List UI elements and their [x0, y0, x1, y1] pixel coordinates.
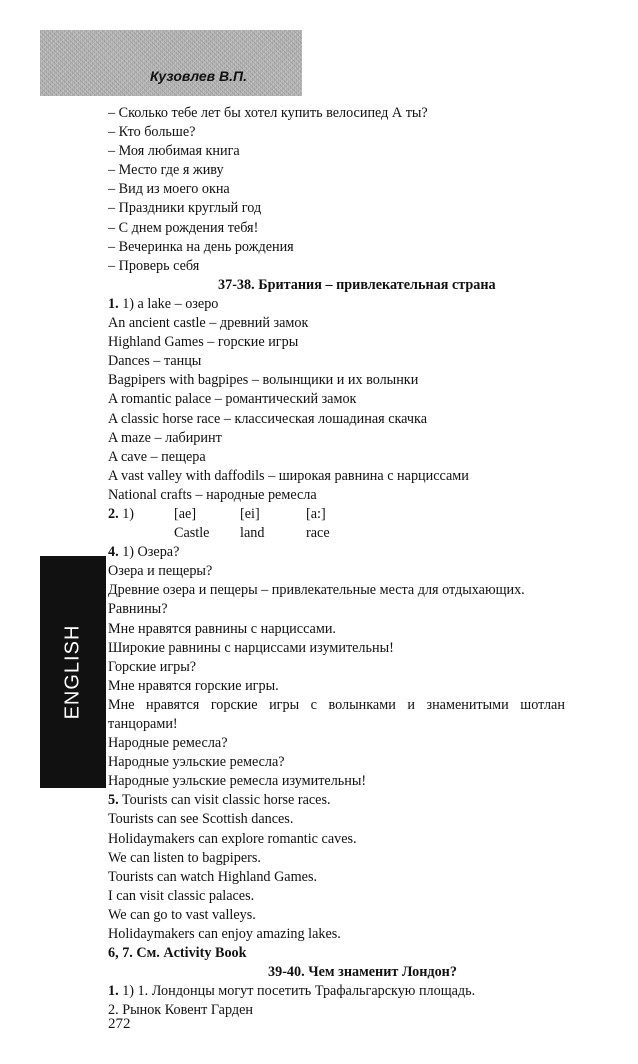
text-line: Широкие равнины с нарциссами изумительны!: [108, 639, 394, 656]
page-number: 272: [108, 1016, 131, 1032]
exercise-line: [108, 543, 636, 562]
sound: [ae]: [174, 505, 197, 522]
text-line: Озера и пещеры?: [108, 563, 213, 580]
word: race: [306, 525, 330, 542]
text-line: – Праздники круглый год: [108, 200, 262, 217]
exercise-number: 1.: [108, 295, 119, 312]
vocab-line: A maze – лабиринт: [108, 429, 222, 446]
side-tab: [40, 556, 106, 788]
exercise-reference: 6, 7. См. Activity Book: [108, 945, 247, 962]
section-heading: 37-38. Британия – привлекательная страна: [218, 276, 496, 293]
text-line: Народные ремесла?: [108, 735, 228, 752]
text-line: Горские игры?: [108, 658, 197, 675]
text-line: – Проверь себя: [108, 257, 200, 274]
exercise-line: [108, 982, 636, 1001]
exercise-number: 2.: [108, 505, 119, 522]
word: land: [240, 525, 265, 542]
text-line: – Вид из моего окна: [108, 181, 230, 198]
text-line: Народные уэльские ремесла?: [108, 754, 285, 771]
phonetics-row: [108, 505, 636, 524]
text-line: Tourists can watch Highland Games.: [108, 868, 318, 885]
section-heading: 39-40. Чем знаменит Лондон?: [268, 964, 457, 981]
text-line: – Сколько тебе лет бы хотел купить велосипед А ты?: [108, 105, 428, 121]
text-line: – Вечеринка на день рождения: [108, 238, 294, 255]
text-line: 2. Рынок Ковент Гарден: [108, 1002, 253, 1019]
vocab-line: A classic horse race – классическая лошадиная скачка: [108, 410, 428, 427]
text-line: – С днем рождения тебя!: [108, 219, 259, 236]
vocab-line: Highland Games – горские игры: [108, 334, 299, 351]
vocab-line: A vast valley with daffodils – широкая равнина с нарциссами: [108, 467, 469, 484]
text-line: I can visit classic palaces.: [108, 887, 255, 904]
exercise-text: Tourists can visit classic horse races.: [118, 792, 331, 809]
text-line: Мне нравятся равнины с нарциссами.: [108, 620, 336, 637]
sound: [ei]: [240, 505, 260, 522]
sub-number: 1): [122, 505, 135, 522]
text-line: танцорами!: [108, 716, 178, 732]
text-line: – Кто больше?: [108, 124, 196, 141]
author-name: Кузовлев В.П.: [150, 68, 247, 84]
exercise-line: [108, 791, 636, 810]
page-content: [108, 104, 636, 1021]
side-tab-label: ENGLISH: [61, 624, 84, 720]
text-line: Holidaymakers can explore romantic caves.: [108, 830, 357, 847]
vocab-line: Dances – танцы: [108, 353, 202, 370]
text-line: Мне нравятся горские игры.: [108, 677, 279, 694]
text-line: Народные уэльские ремесла изумительны!: [108, 773, 367, 790]
text-line: – Место где я живу: [108, 162, 224, 179]
exercise-text: 1) 1. Лондонцы могут посетить Трафальгарскую площадь.: [118, 983, 476, 1000]
phonetics-words-row: [108, 524, 636, 543]
text-line: We can go to vast valleys.: [108, 906, 256, 923]
vocab-line: A romantic palace – романтический замок: [108, 391, 357, 408]
sound: [a:]: [306, 505, 326, 522]
text-line: – Моя любимая книга: [108, 143, 240, 160]
exercise-line: [108, 295, 636, 314]
exercise-text: 1) Озера?: [118, 544, 180, 561]
text-line: Tourists can see Scottish dances.: [108, 811, 294, 828]
vocab-line: A cave – пещера: [108, 448, 206, 465]
vocab-line: An ancient castle – древний замок: [108, 315, 309, 332]
exercise-number: 1.: [108, 983, 119, 1000]
vocab-line: Bagpipers with bagpipes – волынщики и их волынки: [108, 372, 419, 389]
text-line: Равнины?: [108, 601, 168, 618]
vocab-line: National crafts – народные ремесла: [108, 486, 317, 503]
text-line: Holidaymakers can enjoy amazing lakes.: [108, 926, 341, 943]
exercise-number: 5.: [108, 792, 119, 809]
word: Castle: [174, 525, 210, 542]
exercise-text: 1) a lake – озеро: [118, 295, 219, 312]
header-texture: [40, 30, 302, 96]
exercise-number: 4.: [108, 544, 119, 561]
text-line: Древние озера и пещеры – привлекательные места для отдыхающих.: [108, 582, 525, 599]
text-line: We can listen to bagpipers.: [108, 849, 261, 866]
text-line: Мне нравятся горские игры с волынками и знаменитыми шотлан: [108, 696, 565, 713]
